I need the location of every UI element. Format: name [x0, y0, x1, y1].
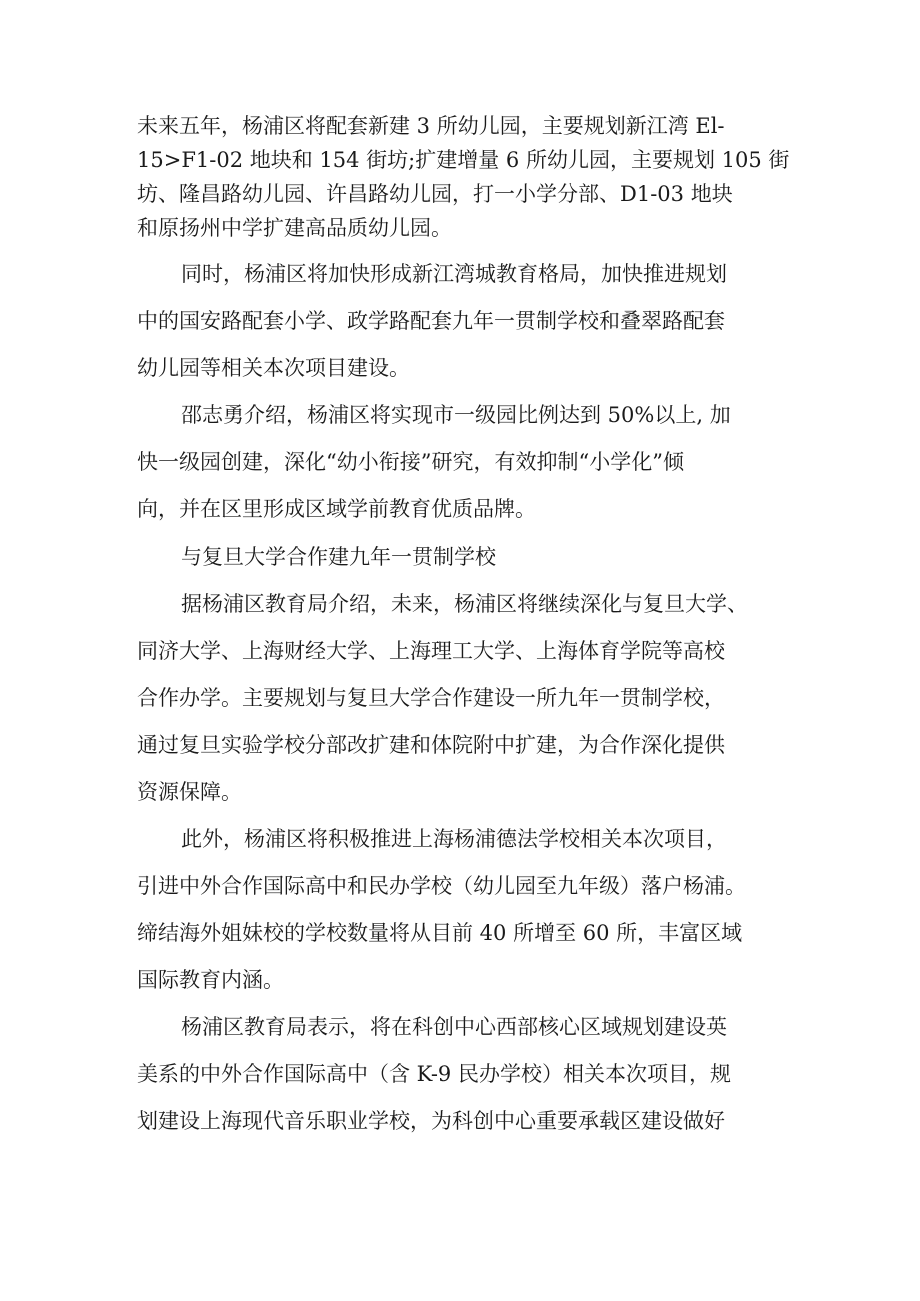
- paragraph-7-line-3: 划建设上海现代音乐职业学校，为科创中心重要承载区建设做好: [137, 1109, 725, 1133]
- paragraph-3-line-2: 快一级园创建，深化“幼小衔接”研究，有效抑制“小学化”倾: [137, 450, 684, 474]
- paragraph-3-line-3: 向，并在区里形成区域学前教育优质品牌。: [137, 497, 536, 521]
- paragraph-3-line-1: 邵志勇介绍，杨浦区将实现市一级园比例达到 50%以上, 加: [181, 403, 731, 427]
- section-subheading: 与复旦大学合作建九年一贯制学校: [181, 545, 496, 569]
- paragraph-5-line-1: 据杨浦区教育局介绍，未来，杨浦区将继续深化与复旦大学、: [181, 592, 748, 616]
- paragraph-1-line-3: 坊、隆昌路幼儿园、许昌路幼儿园，打一小学分部、D1-03 地块: [137, 182, 733, 206]
- paragraph-1-line-2: 15>F1-02 地块和 154 街坊;扩建增量 6 所幼儿园，主要规划 105 街: [137, 148, 790, 172]
- paragraph-7-line-2: 美系的中外合作国际高中（含 K-9 民办学校）相关本次项目，规: [137, 1062, 731, 1086]
- paragraph-5-line-2: 同济大学、上海财经大学、上海理工大学、上海体育学院等高校: [137, 639, 725, 663]
- paragraph-1-line-1: 未来五年，杨浦区将配套新建 3 所幼儿园，主要规划新江湾 El-: [137, 114, 725, 138]
- paragraph-2-line-1: 同时，杨浦区将加快形成新江湾城教育格局，加快推进规划: [181, 262, 727, 286]
- paragraph-6-line-4: 国际教育内涵。: [137, 968, 284, 992]
- paragraph-5-line-3: 合作办学。主要规划与复旦大学合作建设一所九年一贯制学校，: [137, 686, 725, 710]
- paragraph-6-line-3: 缔结海外姐妹校的学校数量将从目前 40 所增至 60 所，丰富区域: [137, 921, 743, 945]
- paragraph-7-line-1: 杨浦区教育局表示，将在科创中心西部核心区域规划建设英: [181, 1015, 727, 1039]
- paragraph-5-line-5: 资源保障。: [137, 780, 242, 804]
- paragraph-5-line-4: 通过复旦实验学校分部改扩建和体院附中扩建，为合作深化提供: [137, 733, 725, 757]
- paragraph-1-line-4: 和原扬州中学扩建高品质幼儿园。: [137, 216, 452, 240]
- paragraph-6-line-1: 此外，杨浦区将积极推进上海杨浦德法学校相关本次项目，: [181, 827, 727, 851]
- paragraph-2-line-3: 幼儿园等相关本次项目建设。: [137, 356, 410, 380]
- paragraph-6-line-2: 引进中外合作国际高中和民办学校（幼儿园至九年级）落户杨浦。: [137, 874, 746, 898]
- paragraph-2-line-2: 中的国安路配套小学、政学路配套九年一贯制学校和叠翠路配套: [137, 309, 725, 333]
